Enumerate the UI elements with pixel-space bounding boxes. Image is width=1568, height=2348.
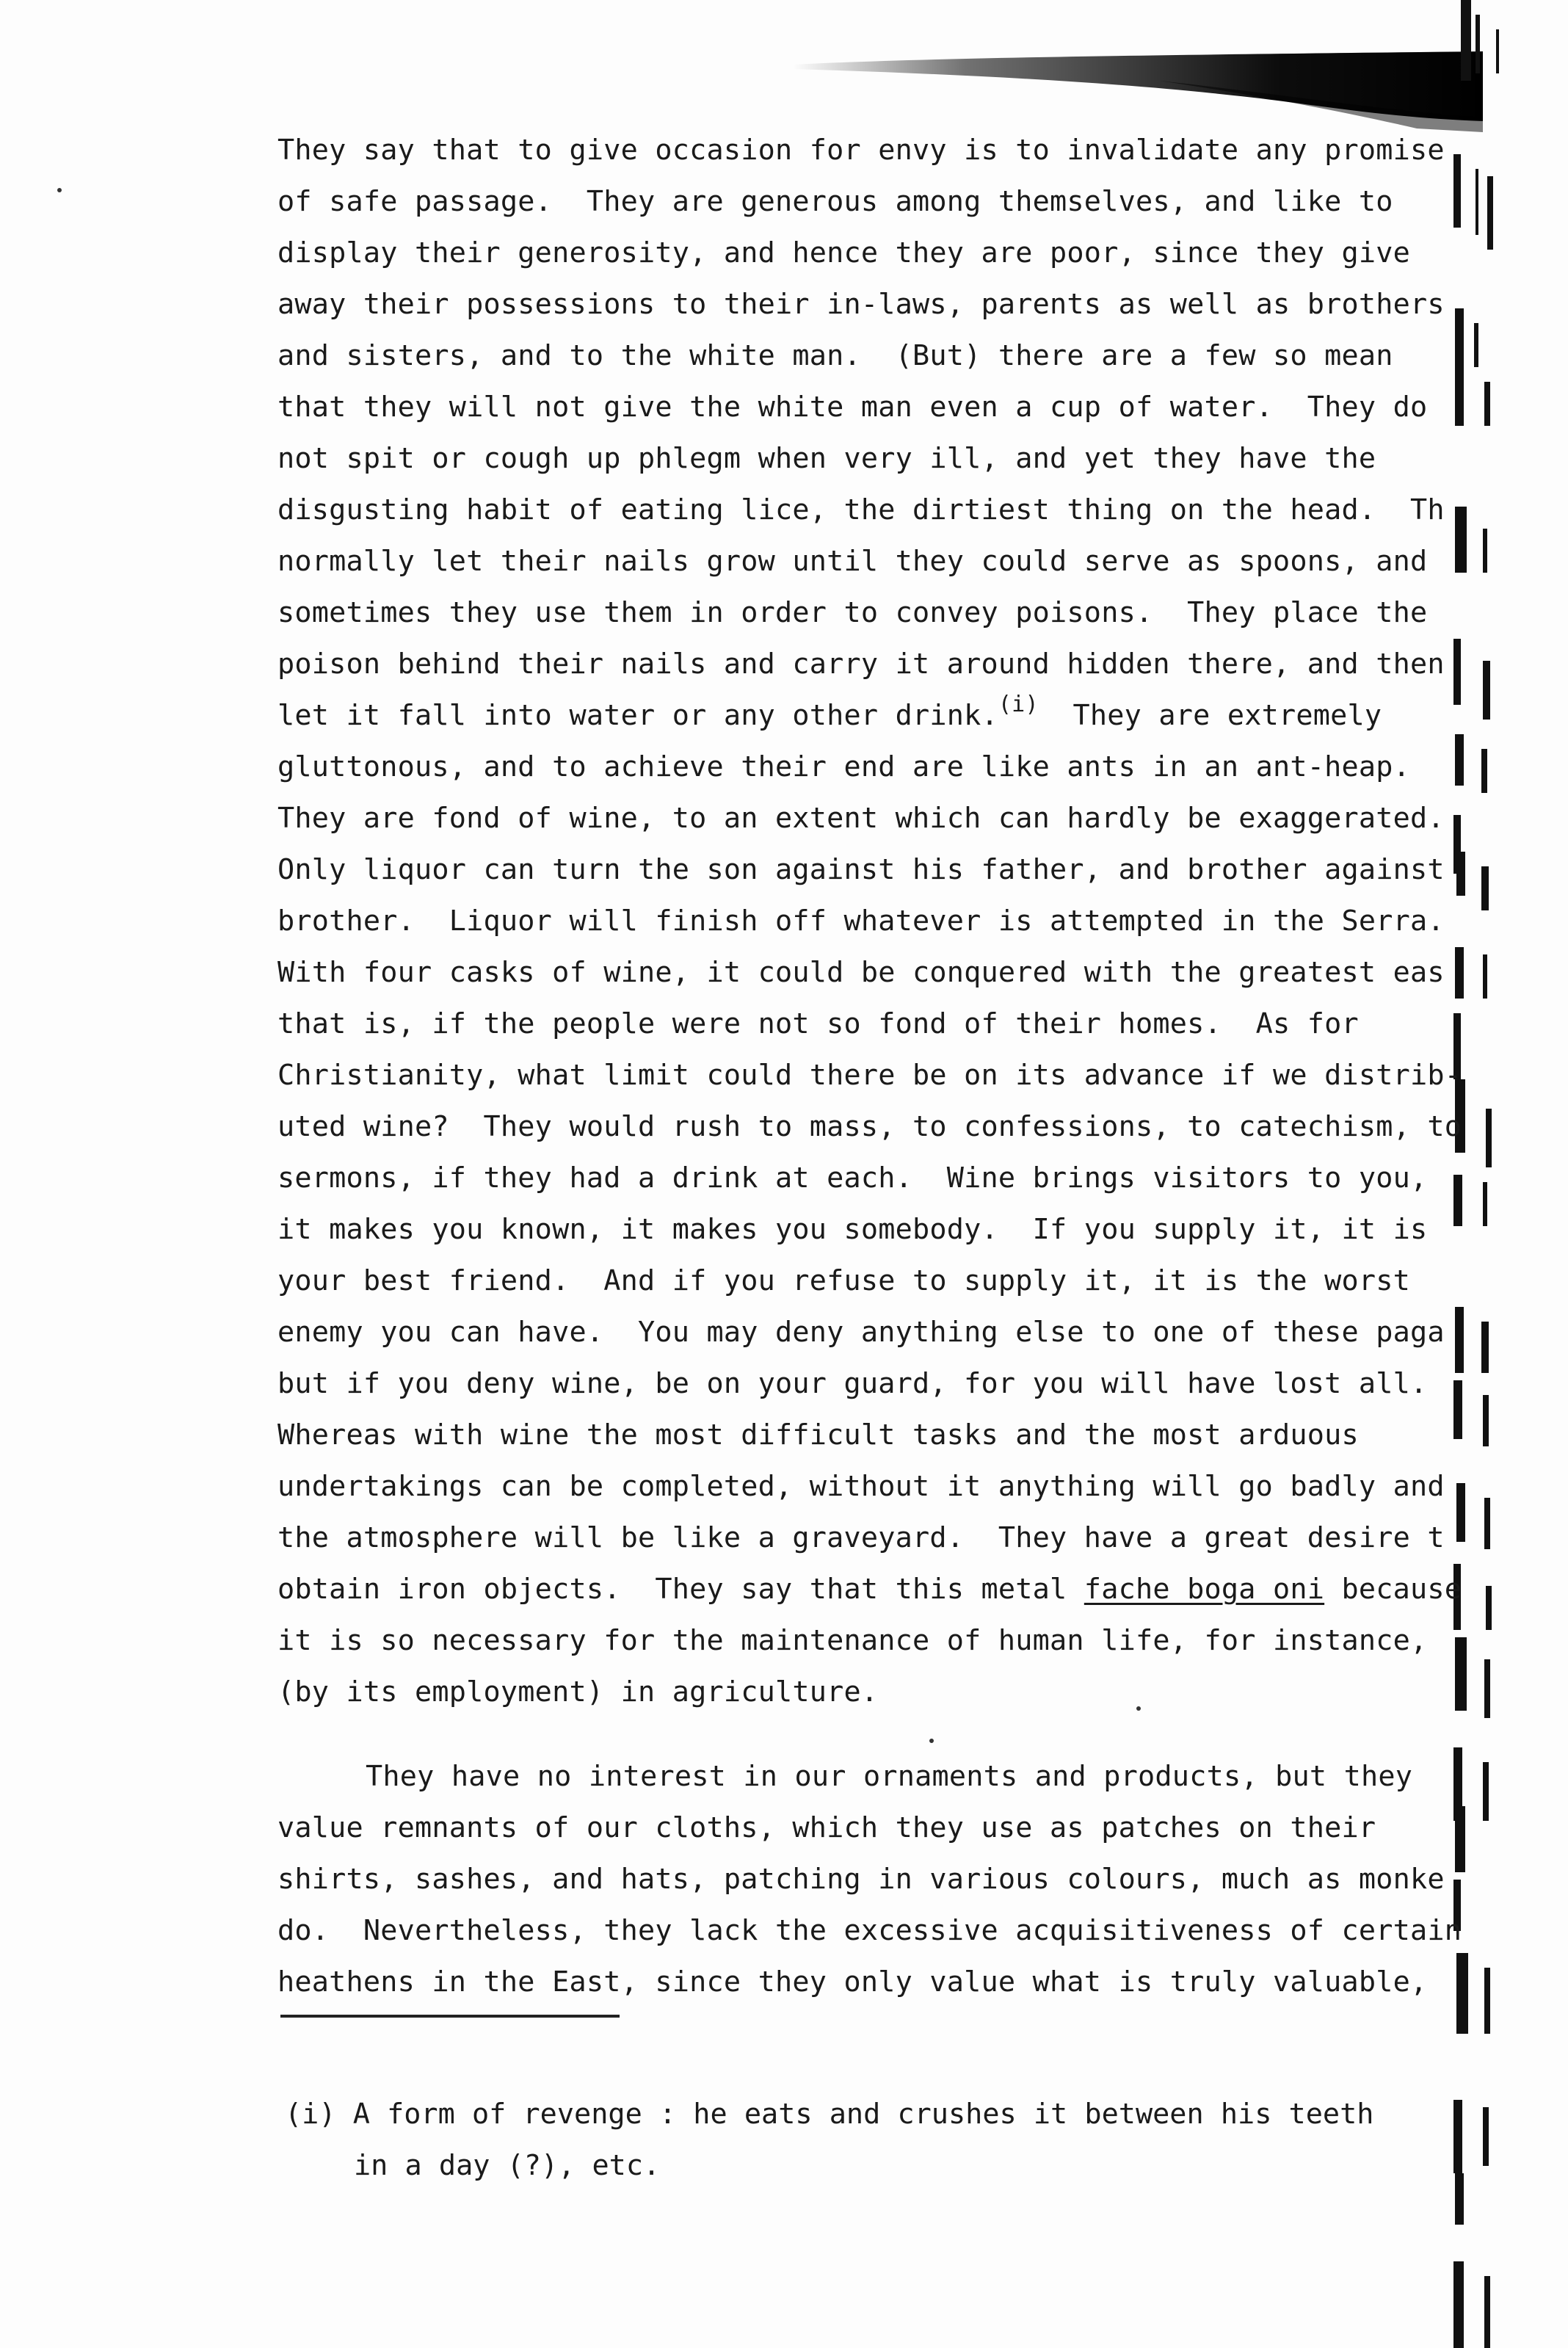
footnote-separator	[280, 2015, 620, 2018]
footnote-marker: (i)	[998, 692, 1039, 717]
scan-speck	[1136, 1706, 1141, 1711]
text-line: display their generosity, and hence they are poor, since they give	[277, 236, 1411, 269]
scan-speck	[929, 1739, 934, 1743]
text-line: They are fond of wine, to an extent which can hardly be exaggerated.	[277, 802, 1445, 835]
text-line: of safe passage. They are generous among themselves, and like to	[277, 185, 1393, 218]
text-line: not spit or cough up phlegm when very ill, and yet they have the	[277, 442, 1376, 475]
text-line: normally let their nails grow until they could serve as spoons, and	[277, 545, 1428, 578]
scan-speck	[57, 188, 62, 192]
text-segment: They are extremely	[1038, 699, 1382, 732]
text-line: gluttonous, and to achieve their end are like ants in an ant-heap.	[277, 750, 1411, 783]
text-line: heathens in the East, since they only value what is truly valuable,	[277, 1965, 1428, 1999]
text-line: that is, if the people were not so fond of their homes. As for	[277, 1007, 1359, 1040]
text-line: With four casks of wine, it could be conquered with the greatest eas	[277, 956, 1445, 989]
text-line: uted wine? They would rush to mass, to confessions, to catechism, to	[277, 1110, 1462, 1143]
text-segment: obtain iron objects. They say that this metal	[277, 1573, 1067, 1606]
text-segment: because	[1324, 1573, 1462, 1606]
text-line: it is so necessary for the maintenance of human life, for instance,	[277, 1624, 1428, 1657]
text-segment: let it fall into water or any other drink.	[277, 699, 998, 732]
text-line: sermons, if they had a drink at each. Wine brings visitors to you,	[277, 1162, 1428, 1195]
underlined-term: fache boga oni	[1084, 1573, 1325, 1606]
text-line: Only liquor can turn the son against his father, and brother against	[277, 853, 1445, 886]
text-line: shirts, sashes, and hats, patching in various colours, much as monke	[277, 1863, 1445, 1896]
text-line: your best friend. And if you refuse to supply it, it is the worst	[277, 1264, 1411, 1297]
text-line-with-footnote-ref	[277, 690, 1467, 744]
scan-smudge	[793, 51, 1483, 132]
text-line: do. Nevertheless, they lack the excessive acquisitiveness of certain	[277, 1914, 1462, 1947]
text-line: the atmosphere will be like a graveyard. They have a great desire t	[277, 1521, 1445, 1554]
text-line: value remnants of our cloths, which they use as patches on their	[277, 1811, 1376, 1844]
text-line: They say that to give occasion for envy is to invalidate any promise	[277, 134, 1445, 167]
text-line: Whereas with wine the most difficult tasks and the most arduous	[277, 1418, 1359, 1452]
paragraph-first-line: They have no interest in our ornaments and products, but they	[366, 1760, 1413, 1793]
text-line: poison behind their nails and carry it around hidden there, and then	[277, 648, 1445, 681]
text-line: brother. Liquor will finish off whatever is attempted in the Serra.	[277, 905, 1445, 938]
text-line: Christianity, what limit could there be on its advance if we distrib-	[277, 1059, 1462, 1092]
text-line-with-term	[277, 1564, 1467, 1615]
text-line: it makes you known, it makes you somebody. If you supply it, it is	[277, 1213, 1428, 1246]
text-line: that they will not give the white man even a cup of water. They do	[277, 391, 1428, 424]
text-line: sometimes they use them in order to convey poisons. They place the	[277, 596, 1428, 629]
text-line: away their possessions to their in-laws, parents as well as brothers	[277, 288, 1445, 321]
footnote-line: in a day (?), etc.	[354, 2149, 661, 2182]
text-line: but if you deny wine, be on your guard, for you will have lost all.	[277, 1367, 1428, 1400]
footnote-line: (i) A form of revenge : he eats and crushes it between his teeth	[285, 2098, 1374, 2131]
text-line: enemy you can have. You may deny anything else to one of these paga	[277, 1316, 1445, 1349]
text-line: and sisters, and to the white man. (But) there are a few so mean	[277, 339, 1393, 372]
text-line: (by its employment) in agriculture.	[277, 1675, 879, 1709]
text-line: disgusting habit of eating lice, the dirtiest thing on the head. Th	[277, 493, 1445, 526]
text-line: undertakings can be completed, without it anything will go badly and	[277, 1470, 1445, 1503]
